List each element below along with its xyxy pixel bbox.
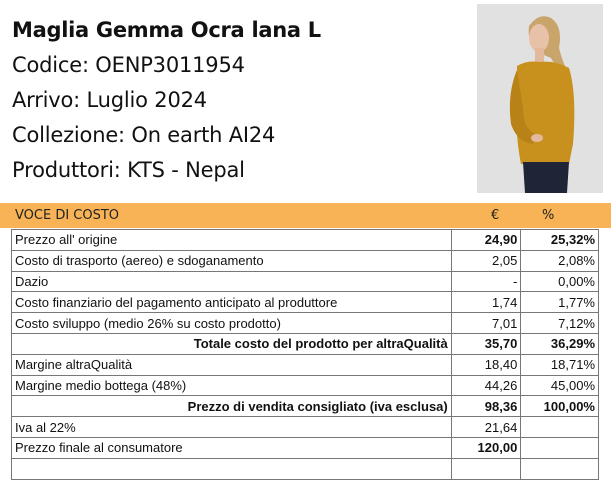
cost-percent-value: 45,00%: [521, 375, 599, 396]
cost-percent-value: [521, 417, 599, 438]
cost-euro-value: 2,05: [451, 250, 521, 271]
table-row: [12, 417, 599, 438]
table-row: [12, 396, 599, 417]
header-euro: €: [491, 208, 500, 223]
cost-percent-value: 2,08%: [521, 250, 599, 271]
cost-label: Prezzo all' origine: [12, 230, 452, 251]
table-row: [12, 250, 599, 271]
cost-euro-value: [451, 458, 521, 479]
cost-label: Prezzo di vendita consigliato (iva esclusa): [12, 396, 452, 417]
cost-label: [12, 458, 452, 479]
product-collection: Collezione: On earth AI24: [12, 123, 276, 147]
product-title: Maglia Gemma Ocra lana L: [12, 18, 321, 42]
cost-label: Costo di trasporto (aereo) e sdoganamento: [12, 250, 452, 271]
table-row: [12, 271, 599, 292]
table-row: [12, 375, 599, 396]
table-row: [12, 292, 599, 313]
product-arrival: Arrivo: Luglio 2024: [12, 88, 207, 112]
face-shape: [529, 24, 549, 52]
cost-percent-value: 18,71%: [521, 354, 599, 375]
sweater-shape: [517, 62, 575, 167]
cost-label: Totale costo del prodotto per altraQualità: [12, 333, 452, 354]
cost-euro-value: 21,64: [451, 417, 521, 438]
cost-label: Costo sviluppo (medio 26% su costo prodotto): [12, 313, 452, 334]
cost-percent-value: 0,00%: [521, 271, 599, 292]
product-photo: [477, 4, 603, 193]
cost-label: Costo finanziario del pagamento anticipato al produttore: [12, 292, 452, 313]
table-row: [12, 313, 599, 334]
cost-euro-value: 7,01: [451, 313, 521, 334]
product-producers: Produttori: KTS - Nepal: [12, 158, 245, 182]
cost-euro-value: 98,36: [451, 396, 521, 417]
product-code: Codice: OENP3011954: [12, 53, 245, 77]
table-row: [12, 437, 599, 458]
cost-euro-value: 18,40: [451, 354, 521, 375]
cost-euro-value: 24,90: [451, 230, 521, 251]
cost-label: Iva al 22%: [12, 417, 452, 438]
cost-euro-value: 120,00: [451, 437, 521, 458]
cost-label: Margine altraQualità: [12, 354, 452, 375]
cost-euro-value: 35,70: [451, 333, 521, 354]
table-row: [12, 230, 599, 251]
cost-table: [11, 229, 599, 480]
cost-percent-value: 100,00%: [521, 396, 599, 417]
cost-header-band: [0, 203, 611, 228]
model-illustration: [477, 4, 603, 193]
cost-euro-value: -: [451, 271, 521, 292]
trousers-shape: [523, 162, 569, 193]
product-info: [12, 12, 321, 188]
cost-percent-value: [521, 437, 599, 458]
cost-euro-value: 1,74: [451, 292, 521, 313]
neck-shape: [535, 48, 544, 62]
header-percent: %: [542, 208, 555, 223]
cost-euro-value: 44,26: [451, 375, 521, 396]
cost-label: Prezzo finale al consumatore: [12, 437, 452, 458]
cost-percent-value: 1,77%: [521, 292, 599, 313]
cost-label: Dazio: [12, 271, 452, 292]
table-row: [12, 354, 599, 375]
cost-percent-value: 25,32%: [521, 230, 599, 251]
cost-percent-value: 36,29%: [521, 333, 599, 354]
cost-label: Margine medio bottega (48%): [12, 375, 452, 396]
cost-percent-value: [521, 458, 599, 479]
header-cost-item: VOCE DI COSTO: [15, 208, 120, 223]
table-row: [12, 333, 599, 354]
table-row: [12, 458, 599, 479]
hand-shape: [531, 134, 543, 142]
cost-percent-value: 7,12%: [521, 313, 599, 334]
